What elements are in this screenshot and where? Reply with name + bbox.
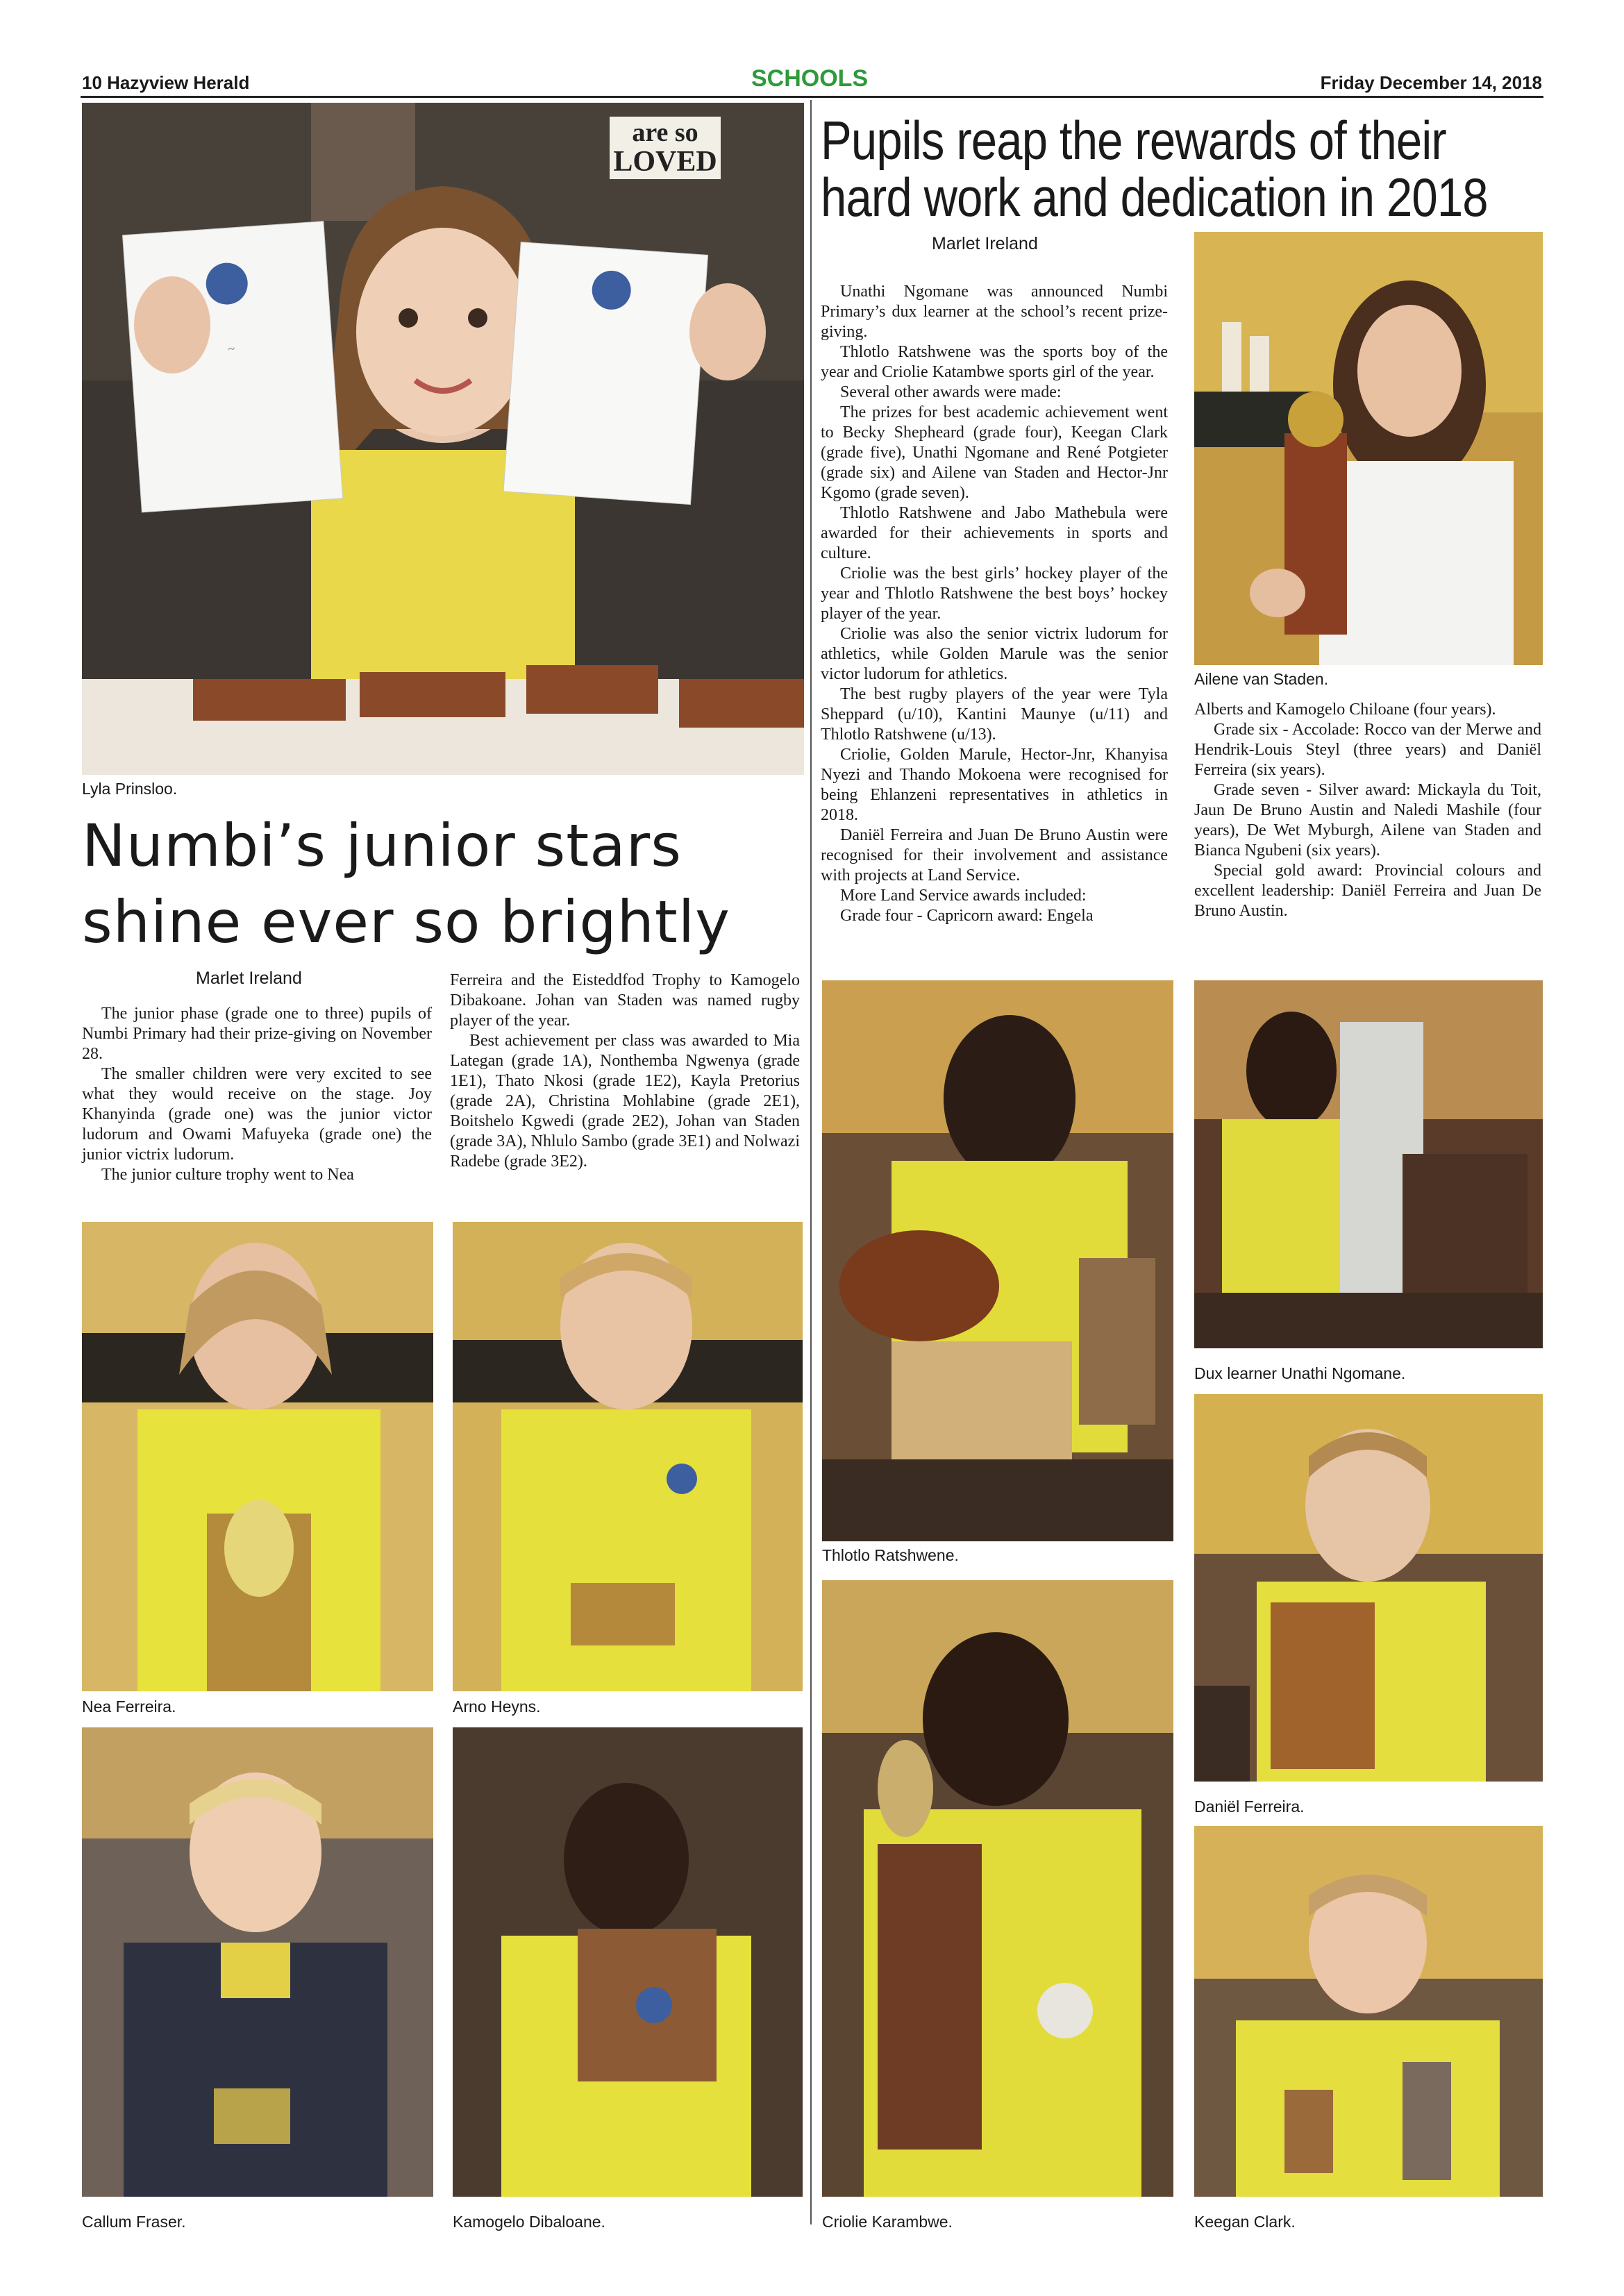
paragraph: Criolie, Golden Marule, Hector-Jnr, Khanyisa Nyezi and Thando Mokoena were recognised for being Ehlanzeni representatives in athletics in 2018.	[821, 746, 1168, 824]
photo-daniel-ferreira	[1194, 1394, 1543, 1782]
page-number-publication: 10 Hazyview Herald	[82, 72, 250, 93]
photo-ailene-van-staden	[1194, 232, 1543, 665]
caption-daniel: Daniël Ferreira.	[1194, 1798, 1305, 1816]
paragraph: Thlotlo Ratshwene and Jabo Mathebula were awarded for their achievements in sports and culture.	[821, 504, 1168, 562]
caption-arno: Arno Heyns.	[453, 1698, 541, 1716]
sign-loved-line2: LOVED	[613, 146, 717, 178]
paragraph: Best achievement per class was awarded to Mia Lategan (grade 1A), Nonthemba Ngwenya (grade 1E1), Thato Nkosi (grade 1E2), Kayla Pretorius (grade 2A), Christina Mohlabine (grade 2E1), Boitshelo Kgwedi (grade 2E2), Johan van Staden (grade 3A), Nhlulo Sambo (grade 3E1) and Nolwazi Radebe (grade 3E2).	[450, 1032, 800, 1171]
paragraph: Alberts and Kamogelo Chiloane (four years).	[1194, 701, 1496, 719]
sign-loved-line1: are so	[632, 118, 698, 147]
caption-unathi: Dux learner Unathi Ngomane.	[1194, 1364, 1406, 1382]
photo-kamogelo-dibaloane	[453, 1727, 803, 2197]
photo-lyla-prinsloo	[82, 103, 804, 775]
header-rule	[81, 96, 1543, 98]
caption-callum: Callum Fraser.	[82, 2213, 186, 2231]
paragraph: The best rugby players of the year were Tyla Sheppard (u/10), Kantini Maunye (u/11) and Thlotlo Ratshwene (u/13).	[821, 685, 1168, 744]
headline-senior-line2: hard work and dedication in 2018	[821, 167, 1488, 228]
paragraph: Grade seven - Silver award: Mickayla du Toit, Jaun De Bruno Austin and Naledi Mashile (four years), De Wet Myburgh, Ailene van Staden and Bianca Ngubeni (six years).	[1194, 781, 1541, 860]
paragraph: More Land Service awards included:	[840, 887, 1087, 905]
junior-col2	[450, 971, 800, 1172]
paragraph: The junior culture trophy went to Nea	[101, 1166, 354, 1184]
paragraph: Several other awards were made:	[840, 383, 1062, 401]
photo-thlotlo-ratshwene	[822, 980, 1173, 1541]
byline-junior: Marlet Ireland	[196, 969, 302, 988]
photo-callum-fraser	[82, 1727, 433, 2197]
paragraph: Criolie was also the senior victrix ludorum for athletics, while Golden Marule was the senior victor ludorum for athletics.	[821, 625, 1168, 683]
headline-junior-line1: Numbi’s junior stars	[82, 812, 682, 880]
byline-senior: Marlet Ireland	[932, 234, 1038, 253]
paragraph: The smaller children were very excited to see what they would receive on the stage. Joy Khanyinda (grade one) was the junior victor ludorum and Owami Mafuyeka (grade one) the junior victrix ludorum.	[82, 1065, 432, 1164]
senior-col2	[1194, 700, 1541, 921]
paragraph: Grade four - Capricorn award: Engela	[840, 907, 1094, 925]
caption-nea: Nea Ferreira.	[82, 1698, 176, 1716]
caption-thlotlo: Thlotlo Ratshwene.	[822, 1546, 959, 1564]
paragraph: Ferreira and the Eisteddfod Trophy to Kamogelo Dibakoane. Johan van Staden was named rugby player of the year.	[450, 971, 800, 1030]
photo-criolie-karambwe	[822, 1580, 1173, 2197]
photo-nea-ferreira	[82, 1222, 433, 1691]
headline-junior-line2: shine ever so brightly	[82, 888, 730, 956]
caption-criolie: Criolie Karambwe.	[822, 2213, 953, 2231]
senior-col1	[821, 282, 1168, 926]
caption-lyla: Lyla Prinsloo.	[82, 780, 178, 798]
paragraph: Grade six - Accolade: Rocco van der Merwe and Hendrik-Louis Steyl (three years) and Daniël Ferreira (six years).	[1194, 721, 1541, 779]
section-label: SCHOOLS	[751, 65, 869, 92]
paragraph: Criolie was the best girls’ hockey player of the year and Thlotlo Ratshwene the best boys’ hockey player of the year.	[821, 564, 1168, 623]
photo-keegan-clark	[1194, 1826, 1543, 2197]
paragraph: Special gold award: Provincial colours and excellent leadership: Daniël Ferreira and Juan De Bruno Austin.	[1194, 862, 1541, 920]
issue-date: Friday December 14, 2018	[1320, 72, 1542, 93]
paragraph: The junior phase (grade one to three) pupils of Numbi Primary had their prize-giving on November 28.	[82, 1005, 432, 1063]
paragraph: The prizes for best academic achievement went to Becky Shepheard (grade four), Keegan Clark (grade five), Unathi Ngomane and René Potgieter (grade six) and Ailene van Staden and Hector-Jnr Kgomo (grade seven).	[821, 403, 1168, 502]
caption-ailene: Ailene van Staden.	[1194, 670, 1329, 688]
paragraph: Thlotlo Ratshwene was the sports boy of the year and Criolie Katambwe sports girl of the year.	[821, 343, 1168, 381]
paragraph: Daniël Ferreira and Juan De Bruno Austin were recognised for their involvement and assistance with projects at Land Service.	[821, 826, 1168, 885]
headline-senior-line1: Pupils reap the rewards of their	[821, 110, 1446, 171]
column-divider	[810, 100, 812, 2224]
photo-unathi-ngomane	[1194, 980, 1543, 1348]
svg-text:~: ~	[227, 342, 235, 356]
caption-kamogelo: Kamogelo Dibaloane.	[453, 2213, 605, 2231]
photo-arno-heyns	[453, 1222, 803, 1691]
caption-keegan: Keegan Clark.	[1194, 2213, 1296, 2231]
paragraph: Unathi Ngomane was announced Numbi Primary’s dux learner at the school’s recent prize-giving.	[821, 283, 1168, 341]
junior-col1	[82, 1004, 432, 1185]
